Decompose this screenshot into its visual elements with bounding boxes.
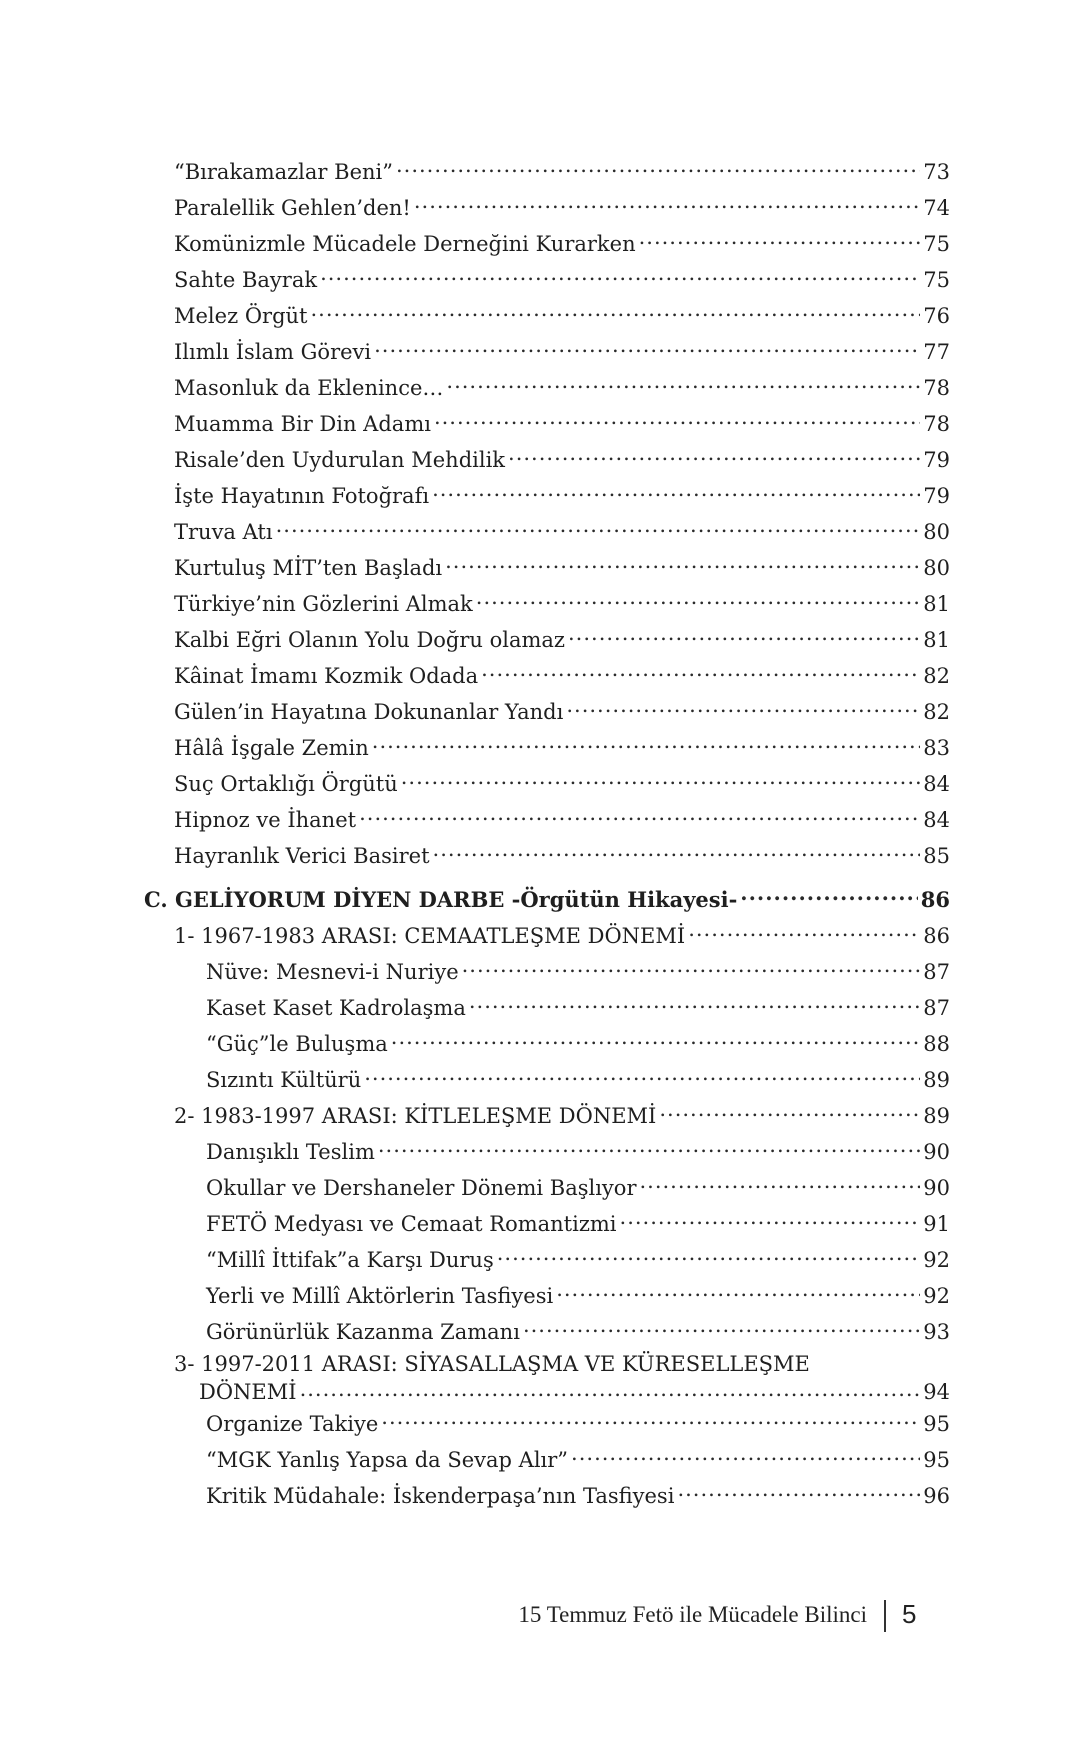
dot-leader xyxy=(571,1446,920,1467)
toc-entry[interactable] xyxy=(0,370,1087,406)
dot-leader xyxy=(320,266,920,287)
toc-entry[interactable] xyxy=(0,1206,1087,1242)
dot-leader xyxy=(639,230,921,251)
toc-entry-page: 73 xyxy=(923,160,950,184)
dot-leader xyxy=(497,1246,921,1267)
period-title: 1- 1967-1983 ARASI: CEMAATLEŞME DÖNEMİ xyxy=(174,924,686,948)
dot-leader xyxy=(414,194,920,215)
toc-entry-title: Türkiye’nin Gözlerini Almak xyxy=(174,592,473,616)
dot-leader xyxy=(401,770,921,791)
toc-entry[interactable] xyxy=(0,1314,1087,1350)
toc-entry-page: 78 xyxy=(923,376,950,400)
toc-entry[interactable] xyxy=(0,1026,1087,1062)
dot-leader xyxy=(445,554,920,575)
toc-entry-page: 95 xyxy=(923,1412,950,1436)
dot-leader xyxy=(391,1030,921,1051)
dot-leader xyxy=(639,1174,920,1195)
period-title-line1: 3- 1997-2011 ARASI: SİYASALLAŞMA VE KÜRESELLEŞME xyxy=(174,1352,810,1376)
toc-entry[interactable] xyxy=(0,802,1087,838)
toc-entry-title: “MGK Yanlış Yapsa da Sevap Alır” xyxy=(206,1448,569,1472)
toc-entry[interactable] xyxy=(0,154,1087,190)
toc-entry[interactable] xyxy=(0,514,1087,550)
period-page: 94 xyxy=(923,1380,950,1404)
dot-leader xyxy=(374,338,920,359)
toc-entry-page: 84 xyxy=(923,808,950,832)
toc-entry[interactable] xyxy=(0,838,1087,874)
toc-entry-title: Kâinat İmamı Kozmik Odada xyxy=(174,664,479,688)
toc-entry[interactable] xyxy=(0,730,1087,766)
toc-entry-page: 80 xyxy=(923,520,950,544)
dot-leader xyxy=(566,698,920,719)
toc-entry[interactable] xyxy=(0,1062,1087,1098)
toc-entry-title: Okullar ve Dershaneler Dönemi Başlıyor xyxy=(206,1176,637,1200)
dot-leader xyxy=(688,922,920,943)
toc-entry-page: 75 xyxy=(923,268,950,292)
toc-entry-title: Risale’den Uydurulan Mehdilik xyxy=(174,448,506,472)
toc-entry[interactable] xyxy=(0,550,1087,586)
dot-leader xyxy=(396,158,920,179)
dot-leader xyxy=(659,1102,920,1123)
toc-entry-page: 88 xyxy=(923,1032,950,1056)
toc-entry[interactable] xyxy=(0,298,1087,334)
toc-entry-title: Komünizmle Mücadele Derneğini Kurarken xyxy=(174,232,636,256)
period-page: 86 xyxy=(923,924,950,948)
section-page: 86 xyxy=(920,887,950,912)
dot-leader xyxy=(310,302,920,323)
toc-entry-title: Görünürlük Kazanma Zamanı xyxy=(206,1320,520,1344)
toc-entry-page: 92 xyxy=(923,1248,950,1272)
dot-leader xyxy=(300,1378,921,1399)
toc-entry[interactable] xyxy=(0,334,1087,370)
toc-entry-page: 93 xyxy=(923,1320,950,1344)
toc-entry-page: 81 xyxy=(923,592,950,616)
footer-divider xyxy=(884,1600,886,1632)
toc-entry-title: Kritik Müdahale: İskenderpaşa’nın Tasfiyesi xyxy=(206,1484,675,1508)
table-of-contents xyxy=(0,154,1087,1514)
toc-entry[interactable] xyxy=(0,442,1087,478)
dot-leader xyxy=(469,994,920,1015)
toc-entry-title: Sahte Bayrak xyxy=(174,268,318,292)
toc-period-heading-line2[interactable] xyxy=(0,1378,1087,1406)
toc-entry[interactable] xyxy=(0,1478,1087,1514)
toc-entry-title: Ilımlı İslam Görevi xyxy=(174,340,372,364)
period-title-line2: DÖNEMİ xyxy=(199,1380,297,1404)
toc-entry[interactable] xyxy=(0,1442,1087,1478)
toc-entry[interactable] xyxy=(0,658,1087,694)
dot-leader xyxy=(677,1482,920,1503)
toc-entry-page: 75 xyxy=(923,232,950,256)
toc-entry[interactable] xyxy=(0,226,1087,262)
period-title: 2- 1983-1997 ARASI: KİTLELEŞME DÖNEMİ xyxy=(174,1104,657,1128)
toc-entry-page: 95 xyxy=(923,1448,950,1472)
dot-leader xyxy=(378,1138,920,1159)
section-title: C. GELİYORUM DİYEN DARBE -Örgütün Hikayesi- xyxy=(144,887,738,912)
dot-leader xyxy=(359,806,920,827)
toc-entry-page: 90 xyxy=(923,1140,950,1164)
toc-entry[interactable] xyxy=(0,1278,1087,1314)
period-page: 89 xyxy=(923,1104,950,1128)
toc-entry-title: Yerli ve Millî Aktörlerin Tasfiyesi xyxy=(206,1284,554,1308)
toc-entry-page: 85 xyxy=(923,844,950,868)
toc-period-heading-line1[interactable] xyxy=(0,1350,1087,1378)
dot-leader xyxy=(481,662,920,683)
toc-entry-title: Kaset Kaset Kadrolaşma xyxy=(206,996,466,1020)
toc-entry-title: FETÖ Medyası ve Cemaat Romantizmi xyxy=(206,1212,617,1236)
toc-entry[interactable] xyxy=(0,478,1087,514)
toc-entry-page: 84 xyxy=(923,772,950,796)
toc-entry-page: 89 xyxy=(923,1068,950,1092)
toc-entry[interactable] xyxy=(0,990,1087,1026)
toc-entry-title: Hayranlık Verici Basiret xyxy=(174,844,430,868)
toc-entry-page: 87 xyxy=(923,960,950,984)
toc-entry[interactable] xyxy=(0,1406,1087,1442)
dot-leader xyxy=(432,482,920,503)
toc-entry-title: Kalbi Eğri Olanın Yolu Doğru olamaz xyxy=(174,628,565,652)
toc-entry-title: “Millî İttifak”a Karşı Duruş xyxy=(206,1248,494,1272)
toc-entry-title: Paralellik Gehlen’den! xyxy=(174,196,411,220)
dot-leader xyxy=(462,958,921,979)
toc-entry-page: 74 xyxy=(923,196,950,220)
page-number: 5 xyxy=(902,1599,917,1629)
dot-leader xyxy=(434,410,920,431)
dot-leader xyxy=(476,590,921,611)
toc-entry-title: Danışıklı Teslim xyxy=(206,1140,375,1164)
toc-period-heading[interactable] xyxy=(0,1098,1087,1134)
toc-entry-title: Masonluk da Eklenince… xyxy=(174,376,444,400)
toc-entry-page: 87 xyxy=(923,996,950,1020)
toc-entry-title: “Güç”le Buluşma xyxy=(206,1032,388,1056)
toc-entry-title: Suç Ortaklığı Örgütü xyxy=(174,772,398,796)
toc-entry[interactable] xyxy=(0,586,1087,622)
toc-entry-title: Melez Örgüt xyxy=(174,304,308,328)
toc-entry-page: 79 xyxy=(923,448,950,472)
toc-period-heading[interactable] xyxy=(0,918,1087,954)
toc-entry-title: Muamma Bir Din Adamı xyxy=(174,412,431,436)
dot-leader xyxy=(740,886,917,907)
dot-leader xyxy=(276,518,921,539)
toc-entry-page: 81 xyxy=(923,628,950,652)
dot-leader xyxy=(620,1210,921,1231)
toc-entry-page: 80 xyxy=(923,556,950,580)
toc-entry-title: Gülen’in Hayatına Dokunanlar Yandı xyxy=(174,700,564,724)
toc-entry[interactable] xyxy=(0,1242,1087,1278)
toc-entry-page: 91 xyxy=(923,1212,950,1236)
dot-leader xyxy=(446,374,920,395)
toc-entry-page: 96 xyxy=(923,1484,950,1508)
toc-entry-title: Sızıntı Kültürü xyxy=(206,1068,362,1092)
dot-leader xyxy=(523,1318,920,1339)
toc-entry-page: 82 xyxy=(923,700,950,724)
dot-leader xyxy=(508,446,920,467)
toc-entry[interactable] xyxy=(0,1170,1087,1206)
toc-entry[interactable] xyxy=(0,406,1087,442)
toc-entry[interactable] xyxy=(0,262,1087,298)
toc-entry[interactable] xyxy=(0,954,1087,990)
toc-section-heading[interactable] xyxy=(0,882,1087,918)
dot-leader xyxy=(364,1066,920,1087)
page-footer xyxy=(0,1598,1087,1638)
toc-entry-title: Hipnoz ve İhanet xyxy=(174,808,357,832)
dot-leader xyxy=(556,1282,920,1303)
toc-entry-title: Hâlâ İşgale Zemin xyxy=(174,736,369,760)
toc-entry-title: “Bırakamazlar Beni” xyxy=(174,160,393,184)
dot-leader xyxy=(433,842,921,863)
toc-entry-title: Kurtuluş MİT’ten Başladı xyxy=(174,556,443,580)
toc-entry[interactable] xyxy=(0,1134,1087,1170)
toc-entry-page: 92 xyxy=(923,1284,950,1308)
toc-entry[interactable] xyxy=(0,766,1087,802)
toc-entry-page: 82 xyxy=(923,664,950,688)
toc-entry[interactable] xyxy=(0,694,1087,730)
dot-leader xyxy=(381,1410,920,1431)
toc-entry[interactable] xyxy=(0,190,1087,226)
toc-entry-page: 77 xyxy=(923,340,950,364)
toc-entry[interactable] xyxy=(0,622,1087,658)
toc-entry-page: 79 xyxy=(923,484,950,508)
toc-entry-page: 76 xyxy=(923,304,950,328)
dot-leader xyxy=(372,734,920,755)
book-title: 15 Temmuz Fetö ile Mücadele Bilinci xyxy=(518,1602,867,1627)
toc-entry-title: Nüve: Mesnevi-i Nuriye xyxy=(206,960,459,984)
toc-entry-page: 78 xyxy=(923,412,950,436)
toc-entry-title: Organize Takiye xyxy=(206,1412,379,1436)
dot-leader xyxy=(568,626,920,647)
toc-entry-page: 90 xyxy=(923,1176,950,1200)
toc-entry-page: 83 xyxy=(923,736,950,760)
toc-entry-title: Truva Atı xyxy=(174,520,273,544)
toc-entry-title: İşte Hayatının Fotoğrafı xyxy=(174,484,430,508)
